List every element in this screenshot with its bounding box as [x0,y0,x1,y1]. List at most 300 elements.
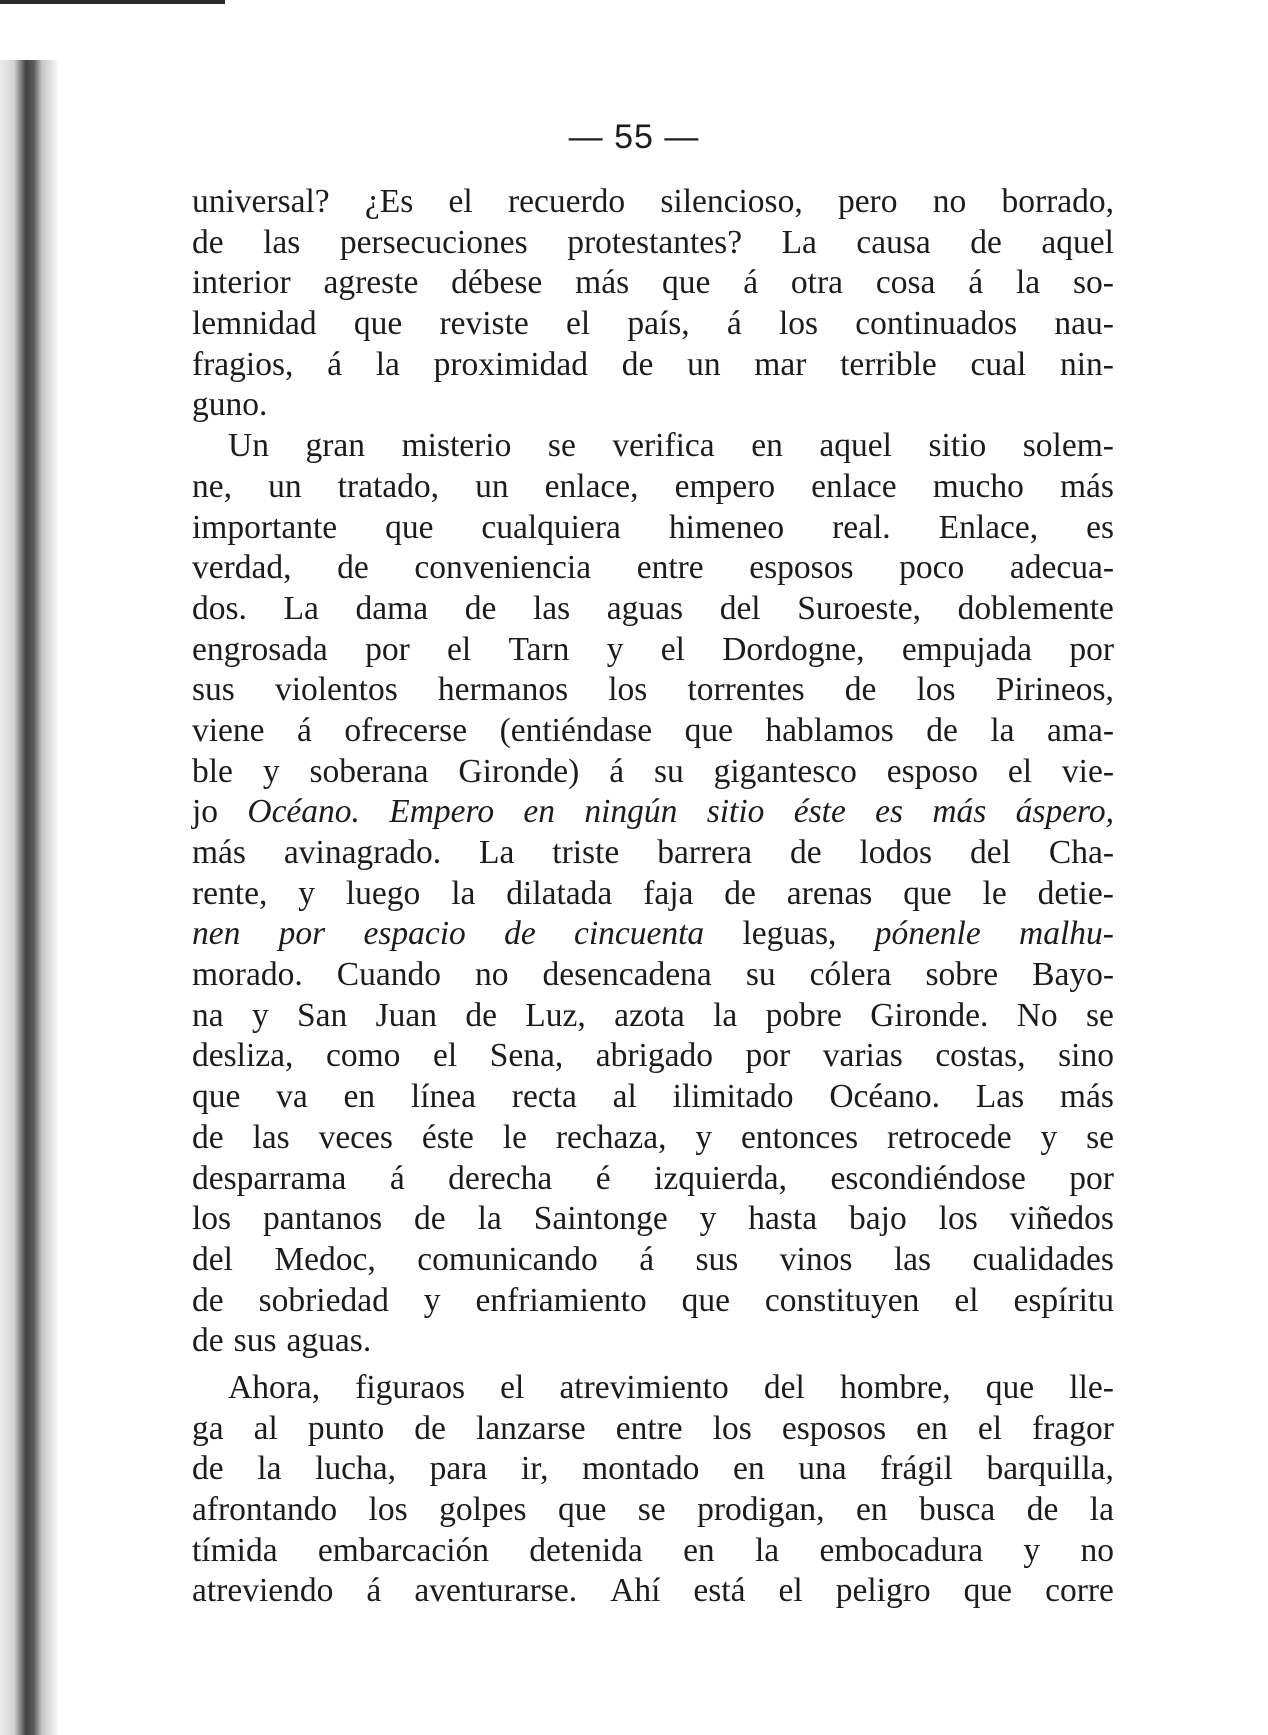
word: solem- [1022,427,1114,465]
word: real. [832,508,891,546]
word: arenas [786,874,873,912]
word: jo [192,793,219,831]
word: mucho [932,467,1024,505]
word: comunicando [417,1240,598,1278]
word: sitio [928,427,987,465]
word: Gironde. [870,996,989,1034]
word: borrado, [1001,183,1114,220]
word: los [938,1200,978,1238]
word: é [595,1159,611,1197]
word: pero [837,183,898,220]
word: Pirineos, [995,671,1114,709]
word: ama- [1047,711,1114,749]
word: engrosada [192,630,328,668]
text-line [192,1571,1114,1612]
word: se [547,427,576,465]
word: en [916,1409,948,1447]
word: esposos [749,549,854,587]
word: en [523,793,556,831]
word: Océano. [829,1078,941,1116]
word: morado. [192,956,303,994]
word: una [798,1450,847,1488]
word: el [500,1368,525,1406]
text-line [192,345,1114,386]
text-line [192,874,1114,915]
word: se [637,1491,666,1528]
word: embarcación [317,1531,490,1569]
word: el [432,1037,458,1075]
word: las [252,1118,290,1156]
word: le [502,1118,527,1156]
word: aguas. [286,1322,372,1360]
word: veces [318,1118,393,1156]
text-line [192,996,1114,1037]
word: azota [614,996,685,1034]
word: silencioso, [660,183,803,220]
word: más [1060,467,1114,505]
word: su [745,956,776,994]
word: La [283,589,319,627]
word: sus [192,671,235,709]
text-line [192,630,1114,671]
word: fragor [1032,1409,1114,1447]
word: la [754,1531,780,1569]
word: nin- [1060,345,1114,383]
word: esposo [886,752,978,790]
word: por [745,1037,791,1075]
text-line [192,1077,1114,1118]
word: himeneo [668,508,785,546]
word: sitio [706,793,765,831]
word: de [621,345,654,383]
word: de [414,1409,446,1447]
word: so- [1072,264,1114,302]
word: soberana [309,752,429,790]
word: (entiéndase [499,711,653,749]
text-line [192,223,1114,264]
word: la [257,1450,282,1488]
text-line [192,955,1114,996]
word: el [778,1572,803,1610]
word: protestantes? [567,223,743,261]
text-line [192,1409,1114,1450]
text-line [192,385,1114,426]
word: lucha, [315,1450,397,1488]
word: torrentes [687,671,805,709]
word: aquel [819,427,892,465]
word: pantanos [263,1200,383,1238]
word: na [192,996,224,1034]
text-line [192,1449,1114,1490]
word: más [932,793,987,831]
word: gran [305,427,366,465]
word: proximidad [433,345,589,383]
text-line [192,263,1114,304]
word: universal? [192,183,330,220]
word: mar [754,345,807,383]
word: otra [790,264,843,302]
word: varias [822,1037,903,1075]
word: de [192,223,224,261]
word: de [504,915,536,953]
word: más [575,264,630,302]
word: no [475,956,509,994]
word: escondiéndose [830,1159,1026,1197]
word: busca [919,1491,996,1528]
word: sus [233,1322,277,1360]
word: de [789,834,822,871]
text-line [192,670,1114,711]
word: y [262,752,280,790]
word: el [448,183,473,220]
word: los [192,1200,232,1238]
word: sino [1058,1037,1114,1075]
word: de [844,671,877,709]
word: y [251,996,269,1034]
word: las [893,1240,932,1278]
text-line [192,792,1114,833]
word: que [985,1368,1035,1406]
word: que [557,1491,607,1528]
word: nen [192,915,241,953]
word: reviste [439,305,529,343]
word: rechaza, [555,1118,667,1156]
word: espíritu [1013,1281,1114,1319]
word: en [751,427,783,465]
word: recuerdo [507,183,626,220]
word: en [343,1078,376,1116]
word: á [366,1572,382,1610]
word: país, [627,305,690,343]
word: en [855,1491,888,1528]
word: y [699,1200,717,1238]
word: prodigan, [697,1491,825,1528]
word: izquierda, [654,1159,788,1197]
word: Cuando [336,956,441,994]
word: golpes [439,1491,527,1528]
word: ningún [584,793,678,831]
word: línea [410,1078,477,1116]
word: de [724,874,756,912]
word: no [932,183,967,220]
word: por [365,630,410,668]
text-line [192,752,1114,793]
word: se [1085,996,1114,1034]
word: Sena, [489,1037,564,1075]
text-line [192,182,1114,223]
word: faja [643,874,694,912]
word: doblemente [957,589,1114,627]
text-line [192,1281,1114,1322]
word: y [298,874,315,912]
word: éste [421,1118,474,1156]
word: de [465,996,497,1034]
word: retrocede [887,1118,1012,1156]
word: viene [192,711,265,749]
word: al [253,1409,278,1447]
word: áspero, [1015,793,1114,831]
word: y [423,1281,441,1319]
word: violentos [274,671,398,709]
word: tratado, [337,467,440,505]
word: recta [511,1078,577,1116]
word: tímida [192,1531,278,1569]
word: la [1015,264,1041,302]
word: de [464,589,497,627]
word: dos. [192,589,247,627]
word: conveniencia [414,549,592,587]
word: se [1086,1118,1114,1156]
word: embocadura [819,1531,984,1569]
word: interior [192,264,291,302]
word: es [875,793,904,831]
word: atrevimiento [559,1368,729,1406]
word: afrontando [192,1491,338,1528]
word: leguas, [742,915,837,953]
word: por [278,915,326,953]
word: continuados [855,305,1018,343]
word: que [661,264,711,302]
word: un [268,467,302,505]
word: no [1080,1531,1114,1569]
word: dilatada [506,874,613,912]
word: le [982,874,1007,912]
word: el [954,1281,979,1319]
word: La [781,223,817,261]
word: de [192,1322,224,1360]
word: que [684,711,733,749]
text-line [192,426,1114,467]
word: los [916,671,956,709]
word: á [639,1240,655,1278]
text-line [192,711,1114,752]
word: aquel [1041,223,1114,261]
word: la [713,996,738,1034]
word: de [414,1200,446,1238]
word: en [683,1531,715,1569]
word: Las [975,1078,1025,1116]
word: gigantesco [713,752,857,790]
word: de [192,1450,224,1488]
word: hasta [748,1200,818,1238]
word: luego [345,874,421,912]
text-line [192,548,1114,589]
word: Ahí [610,1572,661,1610]
word: Suroeste, [797,589,921,627]
word: va [276,1078,308,1116]
word: la [990,711,1015,749]
word: su [653,752,684,790]
word: Empero [389,793,495,831]
text-line [192,1118,1114,1159]
text-line [192,1240,1114,1281]
word: verifica [612,427,715,465]
word: cincuenta [573,915,705,953]
word: en [732,1450,765,1488]
word: causa [856,223,931,261]
top-rule [0,0,225,4]
word: No [1016,996,1058,1034]
word: de [926,711,958,749]
word: las [532,589,571,627]
word: del [970,834,1011,871]
word: el [1007,752,1033,790]
word: y [1023,1531,1041,1569]
word: persecuciones [339,223,528,261]
word: entre [615,1409,683,1447]
word: Dordogne, [722,630,865,668]
word: un [475,467,509,505]
word: el [977,1409,1003,1447]
word: por [1069,630,1114,668]
word: barquilla, [986,1450,1114,1488]
word: triste [552,834,620,871]
text-line [192,304,1114,345]
word: que [963,1572,1013,1610]
word: la [477,1200,502,1238]
word: ofrecerse [344,711,468,749]
word: cólera [809,956,892,994]
text-line [192,1199,1114,1240]
word: de [192,1118,224,1156]
word: La [479,834,515,871]
word: enfriamiento [475,1281,647,1319]
word: poco [899,549,965,587]
word: adecua- [1009,549,1114,587]
word: por [1069,1159,1114,1197]
word: bajo [849,1200,907,1238]
word: á [726,305,742,343]
word: avinagrado. [283,834,442,871]
word: frágil [880,1450,953,1488]
word: ir, [520,1450,549,1488]
word: detenida [529,1531,643,1569]
word: agreste [323,264,419,302]
word: y [695,1118,713,1156]
word: empero [674,467,776,505]
word: como [325,1037,401,1075]
word: del [719,589,761,627]
word: Medoc, [274,1240,376,1278]
word: viñedos [1009,1200,1114,1238]
word: á [297,711,312,749]
word: la [451,874,476,912]
word: el [660,630,685,668]
word: que [681,1281,730,1319]
word: desparrama [192,1159,347,1197]
word: enlace, [544,467,639,505]
word: los [712,1409,752,1447]
word: al [612,1078,637,1116]
word: desencadena [542,956,712,994]
word: los [608,671,648,709]
word: de [1026,1491,1059,1528]
word: guno. [192,386,268,424]
word: y [1040,1118,1058,1156]
word: corre [1045,1572,1114,1610]
text-line [192,508,1114,549]
word: cual [970,345,1027,383]
word: Bayo- [1032,956,1114,994]
word: Cha- [1048,834,1114,871]
word: á [609,752,625,790]
word: cualquiera [481,508,621,546]
word: atreviendo [192,1572,334,1610]
word: misterio [401,427,512,465]
word: del [192,1240,233,1278]
word: Luz, [525,996,586,1034]
word: á [327,345,342,383]
text-line [192,1159,1114,1200]
word: hermanos [437,671,569,709]
word: pónenle [874,915,981,953]
word: importante [192,508,338,546]
word: lemnidad [192,305,317,343]
word: abrigado [595,1037,713,1075]
word: que [192,1078,241,1116]
word: rente, [192,874,268,912]
word: éste [793,793,846,831]
word: más [1059,1078,1114,1116]
word: verdad, [192,549,292,587]
word: que [385,508,434,546]
word: á [389,1159,405,1197]
word: espacio [363,915,466,953]
word: aguas [606,589,684,627]
text-line [192,914,1114,955]
word: está [693,1572,746,1610]
text-line [192,1490,1114,1531]
word: figuraos [355,1368,465,1406]
word: sus [695,1240,739,1278]
word: hablamos [765,711,894,749]
word: entre [636,549,704,587]
word: Juan [375,996,438,1034]
word: lanzarse [475,1409,586,1447]
page-text [192,182,1114,1612]
word: detie- [1037,874,1114,912]
word: esposos [781,1409,887,1447]
word: costas, [935,1037,1026,1075]
word: y [606,630,624,668]
word: que [903,874,952,912]
word: un [687,345,721,383]
text-line [192,589,1114,630]
word: es [1086,508,1114,546]
word: lle- [1069,1368,1114,1406]
word: Tarn [508,630,570,668]
word: cualidades [972,1240,1114,1278]
word: Saintonge [533,1200,668,1238]
word: entonces [740,1118,859,1156]
word: San [297,996,348,1034]
text-line [192,1036,1114,1077]
book-binding-edge [0,60,58,1735]
word: para [429,1450,488,1488]
word: Océano. [247,793,360,831]
word: la [1089,1491,1114,1528]
word: desliza, [192,1037,294,1075]
word: barrera [657,834,753,871]
word: malhu- [1019,915,1114,953]
word: montado [582,1450,700,1488]
word: sobriedad [258,1281,389,1319]
word: de [192,1281,224,1319]
word: constituyen [764,1281,920,1319]
word: pobre [765,996,842,1034]
word: Enlace, [938,508,1039,546]
word: los [778,305,819,343]
